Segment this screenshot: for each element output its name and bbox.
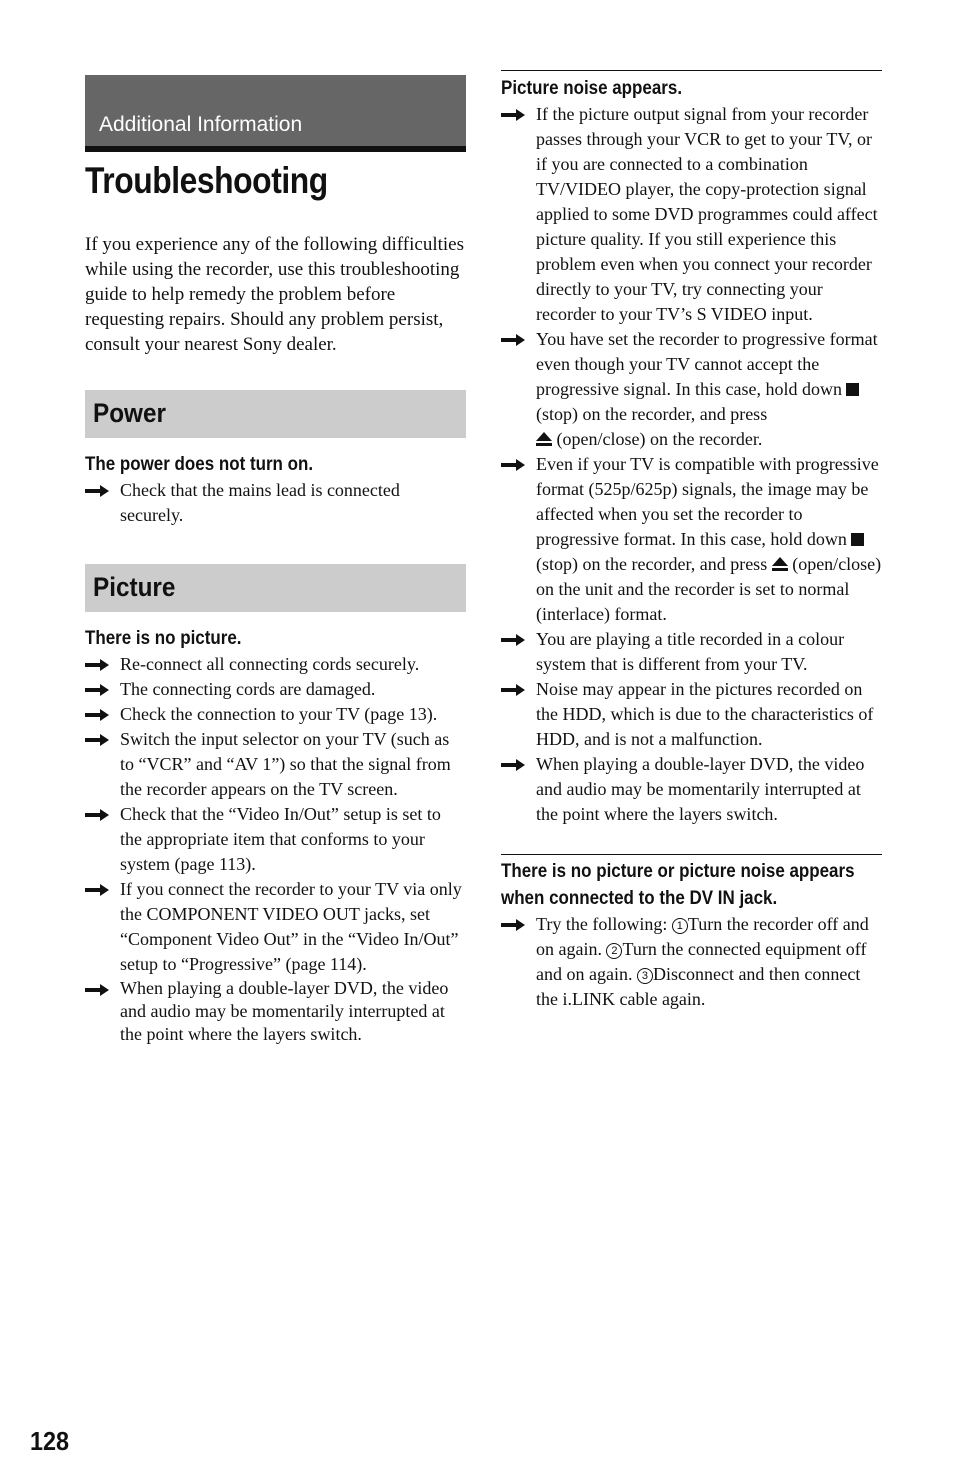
stop-icon — [851, 533, 864, 546]
chapter-header-bar — [85, 75, 466, 152]
eject-icon — [772, 557, 788, 571]
arrow-icon — [85, 709, 109, 721]
page-number: 128 — [30, 1426, 70, 1456]
answer-item: When playing a double-layer DVD, the video and audio may be momentarily interrupted at the point where the layers switch. — [85, 977, 466, 1046]
arrow-icon — [501, 109, 525, 121]
answer-item: Try the following: 1 Turn the recorder off and on again. 2 Turn the connected equipment off and on again. 3 Disconnect and then connect the i.LINK cable again. — [501, 912, 882, 1012]
question-no-picture: There is no picture. — [85, 627, 242, 649]
arrow-icon — [501, 684, 525, 696]
chapter-title: Additional Information — [99, 113, 303, 136]
divider-rule — [501, 70, 882, 71]
answer-item: Noise may appear in the pictures recorded on the HDD, which is due to the characteristics of HDD, and is not a malfunction. — [501, 677, 882, 752]
left-column — [85, 75, 466, 1046]
arrow-icon — [85, 734, 109, 746]
right-column — [501, 70, 882, 1012]
arrow-icon — [501, 459, 525, 471]
noise-answer-list — [501, 102, 882, 827]
question-power-no-turn-on: The power does not turn on. — [85, 453, 314, 475]
divider-rule — [501, 854, 882, 855]
power-answer-list — [85, 478, 466, 528]
answer-item: Even if your TV is compatible with progressive format (525p/625p) signals, the image may be affected when you set the recorder to progressive format. In this case, hold down (stop) on the recorder, and press (open/close) on the unit and the recorder is set to normal (interlace) format. — [501, 452, 882, 627]
answer-item: Switch the input selector on your TV (such as to “VCR” and “AV 1”) so that the signal from the recorder appears on the TV screen. — [85, 727, 466, 802]
answer-item: You are playing a title recorded in a colour system that is different from your TV. — [501, 627, 882, 677]
arrow-icon — [85, 684, 109, 696]
arrow-icon — [85, 485, 109, 497]
answer-item: Check that the “Video In/Out” setup is set to the appropriate item that conforms to your system (page 113). — [85, 802, 466, 877]
eject-icon — [536, 432, 552, 446]
dvin-answer-list — [501, 912, 882, 1012]
arrow-icon — [501, 759, 525, 771]
step-number-3: 3 — [637, 968, 653, 984]
section-title-power: Power — [93, 398, 166, 428]
picture-answer-list — [85, 652, 466, 1046]
arrow-icon — [85, 809, 109, 821]
section-title-picture: Picture — [93, 572, 176, 602]
answer-item: If you connect the recorder to your TV via only the COMPONENT VIDEO OUT jacks, set “Component Video Out” in the “Video In/Out” setup to “Progressive” (page 114). — [85, 877, 466, 977]
arrow-icon — [85, 659, 109, 671]
stop-icon — [846, 383, 859, 396]
arrow-icon — [85, 984, 109, 996]
page-title: Troubleshooting — [85, 160, 328, 201]
arrow-icon — [501, 634, 525, 646]
answer-item: Re-connect all connecting cords securely. — [85, 652, 466, 677]
section-heading-picture — [85, 564, 466, 612]
question-dv-in: There is no picture or picture noise appears when connected to the DV IN jack. — [501, 860, 855, 909]
answer-item: When playing a double-layer DVD, the video and audio may be momentarily interrupted at the point where the layers switch. — [501, 752, 882, 827]
step-number-1: 1 — [672, 918, 688, 934]
step-number-2: 2 — [606, 943, 622, 959]
answer-item: Check that the mains lead is connected securely. — [85, 478, 466, 528]
intro-paragraph: If you experience any of the following difficulties while using the recorder, use this troubleshooting guide to help remedy the problem before requesting repairs. Should any problem persist, consult your nearest Sony dealer. — [85, 234, 464, 355]
question-picture-noise: Picture noise appears. — [501, 77, 683, 99]
answer-item: Check the connection to your TV (page 13). — [85, 702, 466, 727]
arrow-icon — [501, 919, 525, 931]
answer-item: You have set the recorder to progressive format even though your TV cannot accept the progressive signal. In this case, hold down (stop) on the recorder, and press (open/close) on the recorder. — [501, 327, 882, 452]
arrow-icon — [85, 884, 109, 896]
section-heading-power — [85, 390, 466, 438]
answer-item: If the picture output signal from your recorder passes through your VCR to get to your TV, or if you are connected to a combination TV/VIDEO player, the copy-protection signal applied to some DVD programmes could affect picture quality. If you still experience this problem even when you connect your recorder directly to your TV, try connecting your recorder to your TV’s S VIDEO input. — [501, 102, 882, 327]
arrow-icon — [501, 334, 525, 346]
answer-item: The connecting cords are damaged. — [85, 677, 466, 702]
